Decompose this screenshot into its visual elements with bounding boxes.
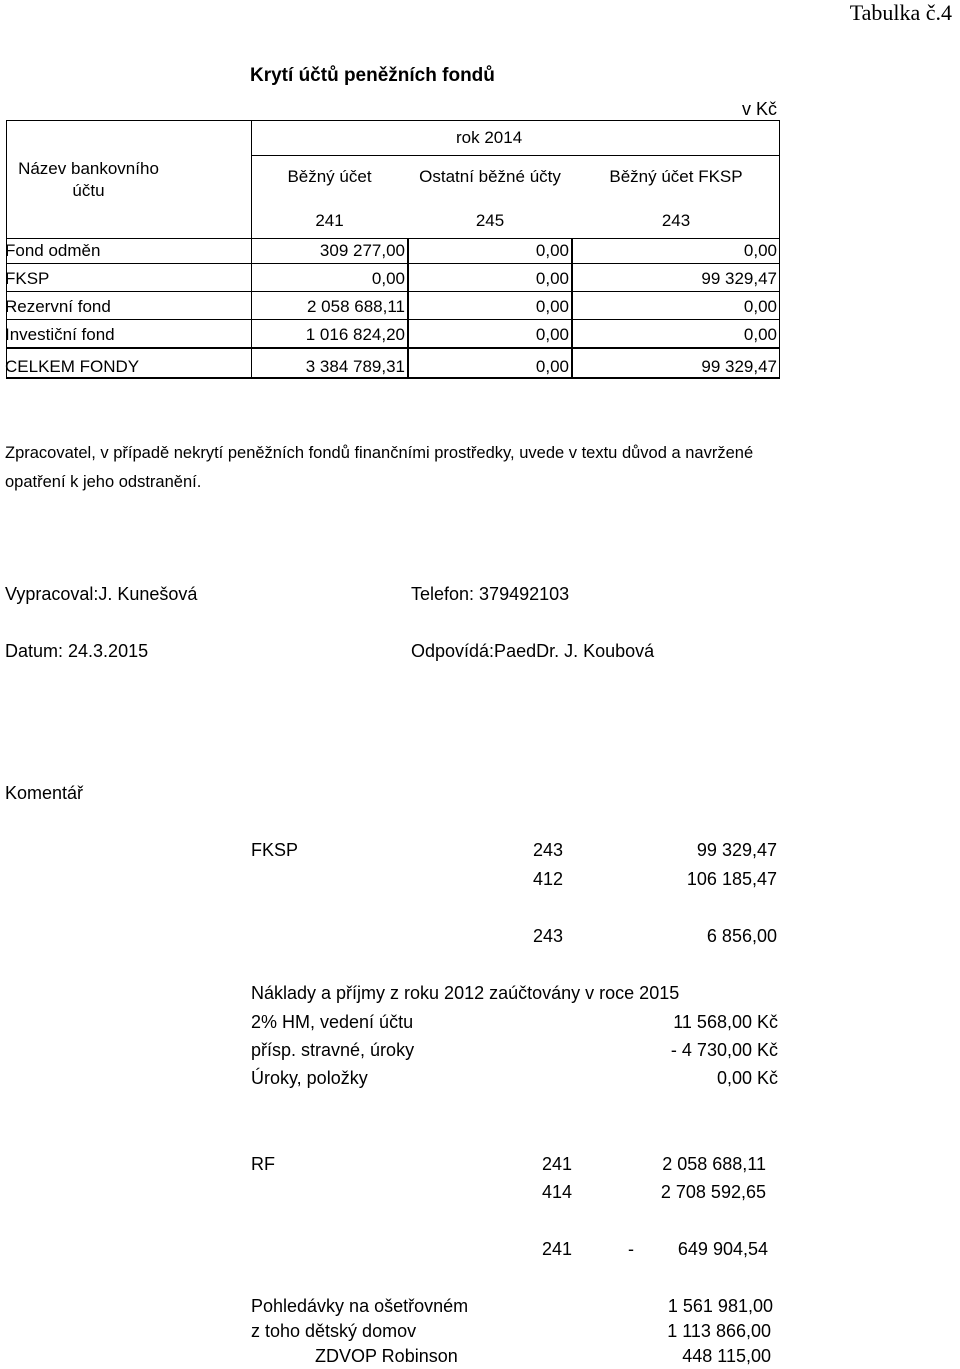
receivable-label: z toho dětský domov [251, 1321, 417, 1341]
receivable-amount: 1 561 981,00 [667, 1296, 773, 1316]
fksp-amount: 106 185,47 [686, 869, 777, 889]
col-account-2: 243 [661, 211, 691, 230]
row-value: 1 016 824,20 [305, 325, 405, 344]
row-value: 0,00 [743, 241, 777, 260]
page-title: Krytí účtů peněžních fondů [250, 65, 495, 86]
total-value: 0,00 [535, 357, 569, 376]
unit-label: v Kč [742, 99, 778, 119]
row-value: 0,00 [371, 269, 405, 288]
receivable-label: Pohledávky na ošetřovném [251, 1296, 469, 1316]
receivable-amount: 1 113 866,00 [667, 1321, 771, 1341]
row-value: 0,00 [535, 241, 569, 260]
cost-label: 2% HM, vedení účtu [251, 1012, 414, 1032]
rf-amount: 2 708 592,65 [660, 1182, 766, 1202]
col-account-1: 245 [475, 211, 505, 230]
row-value: 99 329,47 [701, 269, 777, 288]
row-name: Fond odměn [5, 241, 101, 260]
rf-amount: 2 058 688,11 [662, 1154, 766, 1174]
date: Datum: 24.3.2015 [5, 641, 149, 661]
row-value: 0,00 [743, 297, 777, 316]
row-value: 0,00 [743, 325, 777, 344]
cost-label: Úroky, položky [251, 1068, 368, 1088]
row-value: 2 058 688,11 [307, 297, 405, 316]
total-name: CELKEM FONDY [5, 357, 140, 376]
costs-heading: Náklady a příjmy z roku 2012 zaúčtovány v roce 2015 [251, 983, 680, 1003]
total-value: 3 384 789,31 [305, 357, 405, 376]
fksp-amount: 99 329,47 [696, 840, 777, 860]
fksp-amount: 6 856,00 [706, 926, 777, 946]
page-label: Tabulka č.4 [849, 0, 952, 25]
year-header: rok 2014 [456, 128, 523, 147]
row-value: 0,00 [535, 297, 569, 316]
cost-amount: 11 568,00 Kč [673, 1012, 778, 1032]
fksp-account: 243 [533, 840, 564, 860]
fksp-account: 243 [533, 926, 564, 946]
receivable-amount: 448 115,00 [682, 1346, 771, 1366]
rf-account: 241 [542, 1239, 573, 1259]
rf-account: 414 [542, 1182, 573, 1202]
col-header-0: Běžný účet [287, 167, 372, 186]
fksp-label: FKSP [251, 840, 299, 860]
prepared-by: Vypracoval:J. Kunešová [5, 584, 198, 604]
cost-amount: - 4 730,00 Kč [670, 1040, 778, 1060]
row-name: FKSP [5, 269, 50, 288]
col-name-header: Název bankovního účtu [18, 159, 159, 200]
col-header-2: Běžný účet FKSP [609, 167, 743, 186]
row-value: 0,00 [535, 325, 569, 344]
row-value: 0,00 [535, 269, 569, 288]
rf-account: 241 [542, 1154, 573, 1174]
note-line-1: Zpracovatel, v případě nekrytí peněžních fondů finančními prostředky, uvede v textu důvod a navržené [5, 444, 754, 462]
note-line-2: opatření k jeho odstranění. [5, 473, 202, 491]
rf-amount: 649 904,54 [677, 1239, 768, 1259]
fksp-account: 412 [533, 869, 564, 889]
responsible: Odpovídá:PaedDr. J. Koubová [411, 641, 655, 661]
phone: Telefon: 379492103 [411, 584, 570, 604]
rf-label: RF [251, 1154, 275, 1174]
row-name: Rezervní fond [5, 297, 111, 316]
col-account-0: 241 [315, 211, 344, 230]
total-value: 99 329,47 [701, 357, 777, 376]
comment-heading: Komentář [5, 783, 84, 803]
row-value: 309 277,00 [319, 241, 405, 260]
cost-amount: 0,00 Kč [716, 1068, 778, 1088]
col-header-1: Ostatní běžné účty [419, 167, 561, 186]
receivable-label: ZDVOP Robinson [315, 1346, 458, 1366]
rf-sign: - [628, 1239, 634, 1259]
cost-label: přísp. stravné, úroky [251, 1040, 415, 1060]
row-name: Investiční fond [5, 325, 115, 344]
